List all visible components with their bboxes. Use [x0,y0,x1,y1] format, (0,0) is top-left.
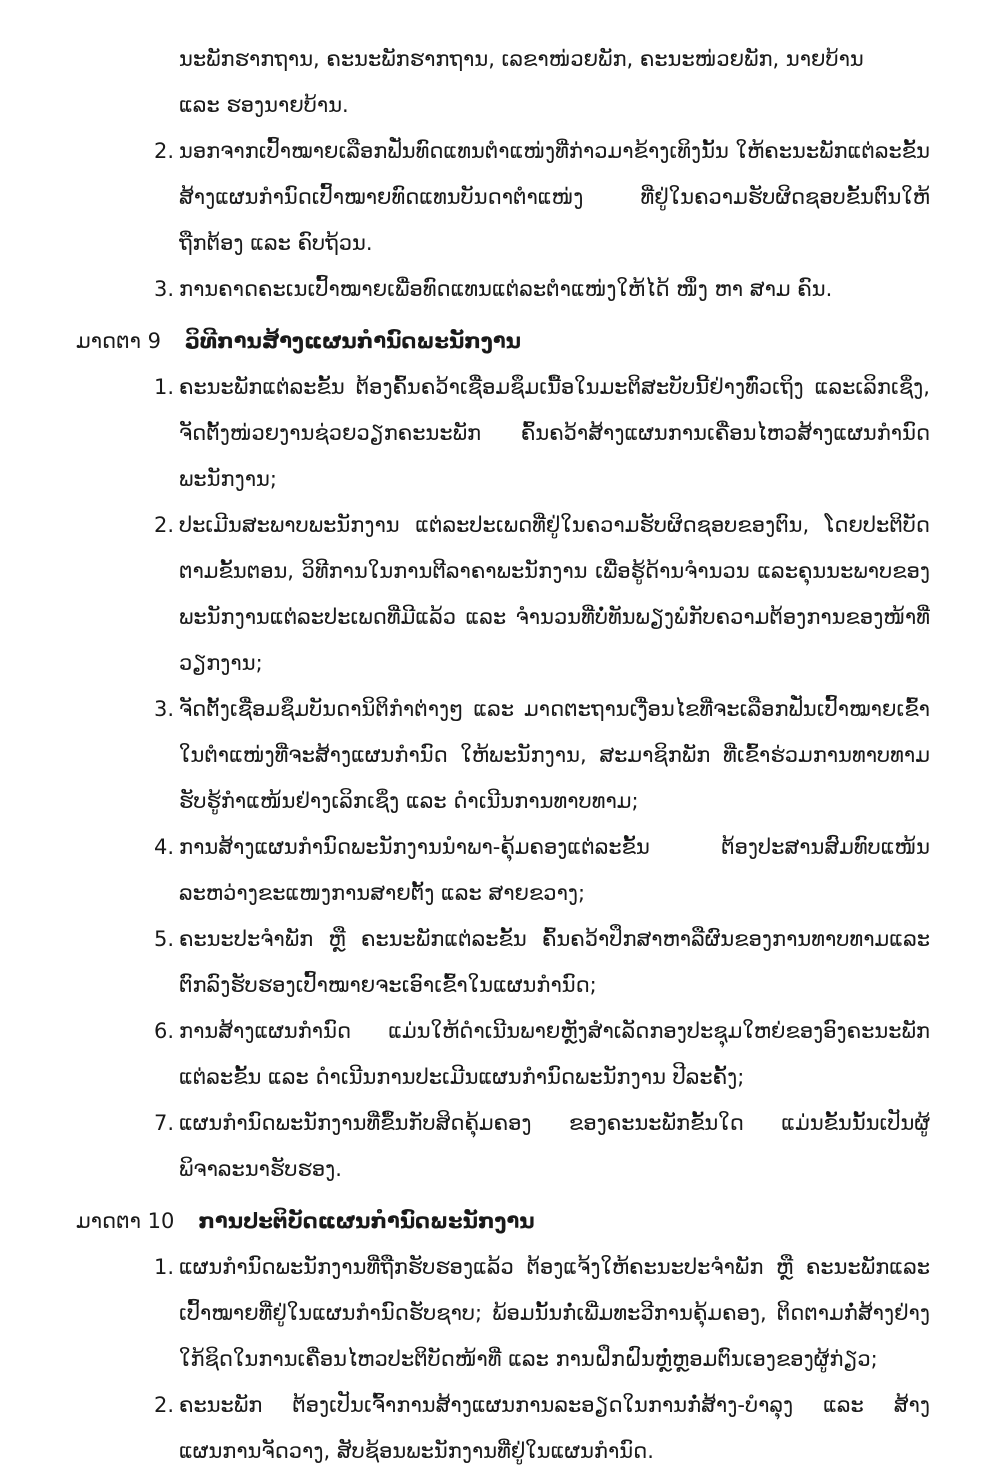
intro-paragraph [179,36,930,128]
list-item [76,266,930,312]
list-item [76,1382,930,1474]
item-text: ແຜນກໍານົດພະນັກງານທີ່ຂຶ້ນກັບສິດຄຸ້ມຄອງ ຂອງຄະນະພັກຂັ້ນໃດ ແມ່ນຂັ້ນນັ້ນເປັນຜູ້ພິຈາລະນາຮັບຮອງ. [179,1111,930,1181]
intro-line: ນະພັກຮາກຖານ, ຄະນະພັກຮາກຖານ, ເລຂາໜ່ວຍພັກ, ຄະນະໜ່ວຍພັກ, ນາຍບ້ານ [179,47,864,71]
article-9-heading [76,318,930,364]
item-number: 3. [153,697,174,721]
item-text: ປະເມີນສະພາບພະນັກງານ ແຕ່ລະປະເພດທີ່ຢູ່ໃນຄວາມຮັບຜິດຊອບຂອງຕົນ, ໂດຍປະຕິບັດຕາມຂັ້ນຕອນ, ວິທີການໃນການຕີລາຄາພະນັກງານ ເພື່ອຮູ້ດ້ານຈໍານວນ ແລະຄຸນນະພາບຂອງພະນັກງານແຕ່ລະປະເພດທີ່ມີແລ້ວ ແລະ ຈໍານວນທີ່ບໍ່ທັນພຽງພໍກັບຄວາມຕ້ອງການຂອງໜ້າທີ່ວຽກງານ; [179,513,930,675]
item-number: 3. [153,277,174,301]
item-text: ຄະນະປະຈໍາພັກ ຫຼື ຄະນະພັກແຕ່ລະຂັ້ນ ຄົ້ນຄວ້າປຶກສາຫາລືຜົນຂອງການທາບທາມແລະ ຕົກລົງຮັບຮອງເປົ້າໝາຍຈະເອົາເຂົ້າໃນແຜນກໍານົດ; [179,927,930,997]
article-number: 9 [147,329,161,353]
list-item [76,1100,930,1192]
article-label: ມາດຕາ [76,329,141,353]
list-item [76,1244,930,1382]
article-label: ມາດຕາ [76,1209,141,1233]
intro-line: ແລະ ຮອງນາຍບ້ານ. [179,93,349,117]
item-number: 6. [153,1019,174,1043]
item-number: 1. [153,375,174,399]
article-number: 10 [147,1209,175,1233]
list-item [76,128,930,266]
list-item [76,686,930,824]
item-text: ການຄາດຄະເນເປົ້າໝາຍເພື່ອທົດແທນແຕ່ລະຕໍາແໜ່ງໃຫ້ໄດ້ ໜຶ່ງ ຫາ ສາມ ຄົນ. [179,277,833,301]
list-item [76,502,930,686]
item-text: ຈັດຕັ້ງເຊື່ອມຊຶມບັນດານິຕິກໍາຕ່າງໆ ແລະ ມາດຕະຖານເງື່ອນໄຂທີ່ຈະເລືອກຟັ່ນເປົ້າໝາຍເຂົ້າໃນຕໍາແໜ່ງທີ່ຈະສ້າງແຜນກໍານົດ ໃຫ້ພະນັກງານ, ສະມາຊິກພັກ ທີ່ເຂົ້າຮ່ວມການທາບທາມຮັບຮູ້ກໍາແໜ້ນຢ່າງເລິກເຊິ່ງ ແລະ ດໍາເນີນການທາບທາມ; [179,697,930,813]
top-item-list [76,128,930,312]
list-item [76,364,930,502]
list-item [76,824,930,916]
article-title: ການປະຕິບັດແຜນກໍານົດພະນັກງານ [198,1209,535,1233]
item-number: 1. [153,1255,174,1279]
item-number: 2. [153,139,174,163]
article-10-heading [76,1198,930,1244]
item-text: ແຜນກໍານົດພະນັກງານທີ່ຖືກຮັບຮອງແລ້ວ ຕ້ອງແຈ້ງໃຫ້ຄະນະປະຈໍາພັກ ຫຼື ຄະນະພັກແລະ ເປົ້າໝາຍທີ່ຢູ່ໃນແຜນກໍານົດຮັບຊາບ; ພ້ອມນັ້ນກໍ່ເພີ່ມທະວີການຄຸ້ມຄອງ, ຕິດຕາມກໍ່ສ້າງຢ່າງໃກ້ຊິດໃນການເຄື່ອນໄຫວປະຕິບັດໜ້າທີ່ ແລະ ການຝຶກຝົນຫຼໍ່ຫຼອມຕົນເອງຂອງຜູ້ກ່ຽວ; [179,1255,930,1371]
article-title: ວິທີການສ້າງແຜນກໍານົດພະນັກງານ [184,329,521,353]
item-number: 4. [153,835,174,859]
item-text: ນອກຈາກເປົ້າໝາຍເລືອກຟັ່ນທົດແທນຕໍາແໜ່ງທີ່ກ່າວມາຂ້າງເທິງນັ້ນ ໃຫ້ຄະນະພັກແຕ່ລະຂັ້ນສ້າງແຜນກໍານົດເປົ້າໝາຍທົດແທນບັນດາຕໍາແໜ່ງ ທີ່ຢູ່ໃນຄວາມຮັບຜິດຊອບຂັ້ນຕົນໃຫ້ຖືກຕ້ອງ ແລະ ຄົບຖ້ວນ. [179,139,930,255]
item-text: ຄະນະພັກ ຕ້ອງເປັນເຈົ້າການສ້າງແຜນການລະອຽດໃນການກໍ່ສ້າງ-ບໍາລຸງ ແລະ ສ້າງແຜນການຈັດວາງ, ສັບຊ້ອນພະນັກງານທີ່ຢູ່ໃນແຜນກໍານົດ. [179,1393,930,1463]
item-number: 7. [153,1111,174,1135]
item-number: 5. [153,927,174,951]
list-item [76,1008,930,1100]
item-text: ການສ້າງແຜນກໍານົດ ແມ່ນໃຫ້ດໍາເນີນພາຍຫຼັງສໍາເລັດກອງປະຊຸມໃຫຍ່ຂອງອົງຄະນະພັກແຕ່ລະຂັ້ນ ແລະ ດໍາເນີນການປະເມີນແຜນກໍານົດພະນັກງານ ປີລະຄັ້ງ; [179,1019,930,1089]
item-number: 2. [153,513,174,537]
item-text: ຄະນະພັກແຕ່ລະຂັ້ນ ຕ້ອງຄົ້ນຄວ້າເຊື່ອມຊຶມເນື້ອໃນມະຕິສະບັບນີ້ຢ່າງທົ່ວເຖິງ ແລະເລິກເຊິ່ງ, ຈັດຕັ້ງໜ່ວຍງານຊ່ວຍວຽກຄະນະພັກ ຄົ້ນຄວ້າສ້າງແຜນການເຄື່ອນໄຫວສ້າງແຜນກໍານົດພະນັກງານ; [179,375,930,491]
article-10-item-list [76,1244,930,1474]
list-item [76,916,930,1008]
article-9-item-list [76,364,930,1192]
item-number: 2. [153,1393,174,1417]
item-text: ການສ້າງແຜນກໍານົດພະນັກງານນໍາພາ-ຄຸ້ມຄອງແຕ່ລະຂັ້ນ ຕ້ອງປະສານສົມທົບແໜ້ນລະຫວ່າງຂະແໜງການສາຍຕັ້ງ ແລະ ສາຍຂວາງ; [179,835,930,905]
